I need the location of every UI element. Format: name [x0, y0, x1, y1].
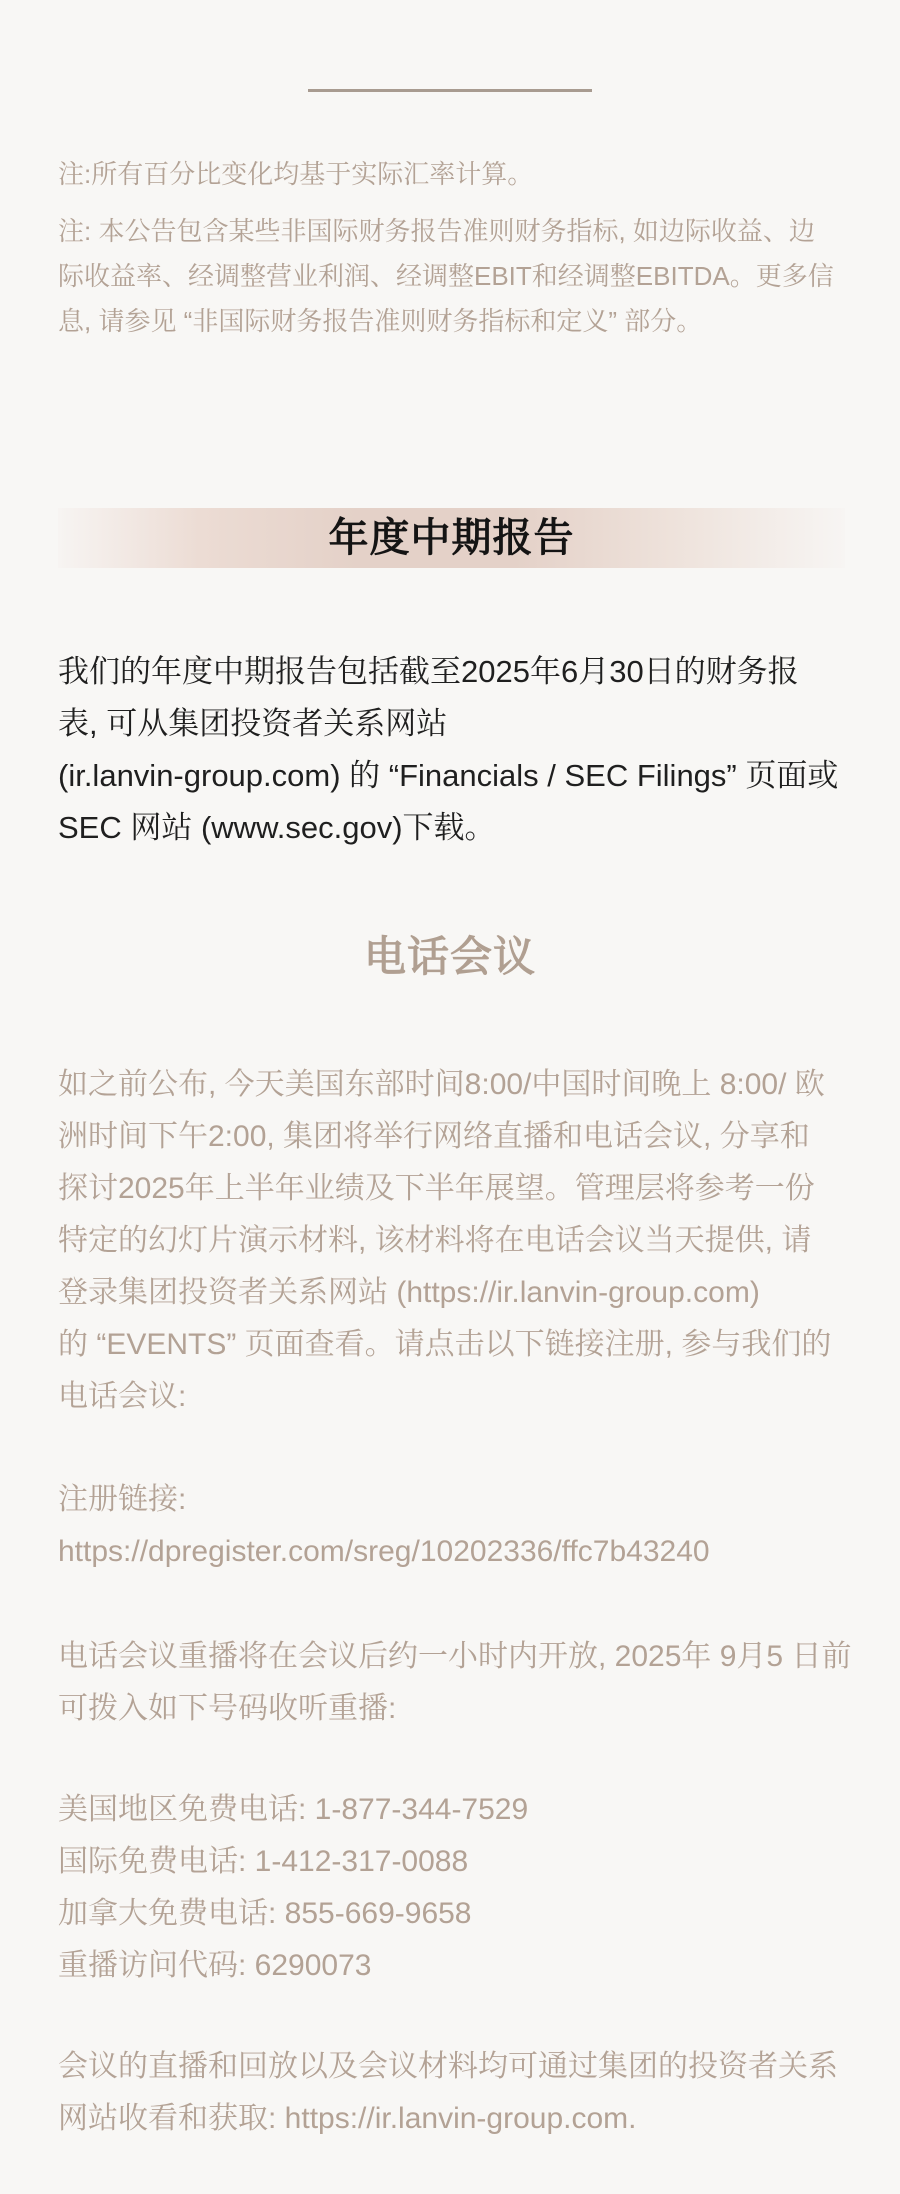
note-fx-basis — [58, 152, 870, 197]
phone-us-tollfree: 美国地区免费电话: 1-877-344-7529 — [58, 1793, 529, 1826]
closing-line: 网站收看和获取: https://ir.lanvin-group.com. — [58, 2102, 637, 2135]
conference-call-intro-line: 探讨2025年上半年业绩及下半年展望。管理层将参考一份 — [58, 1172, 815, 1205]
phone-list — [58, 1784, 870, 1992]
conference-call-intro-line: 洲时间下午2:00, 集团将举行网络直播和电话会议, 分享和 — [58, 1120, 810, 1153]
interim-report-band — [58, 508, 845, 568]
interim-report-line: 我们的年度中期报告包括截至2025年6月30日的财务报 — [58, 654, 799, 689]
note-non-ifrs-line: 息, 请参见 “非国际财务报告准则财务指标和定义” 部分。 — [58, 306, 703, 336]
note-non-ifrs — [58, 209, 870, 344]
registration-link[interactable]: https://dpregister.com/sreg/10202336/ffc7b43240 — [58, 1535, 710, 1568]
replay-info — [58, 1631, 870, 1735]
conference-call-intro-line: 的 “EVENTS” 页面查看。请点击以下链接注册, 参与我们的 — [58, 1328, 832, 1361]
replay-info-line: 电话会议重播将在会议后约一小时内开放, 2025年 9月5 日前 — [58, 1640, 852, 1673]
registration-block — [58, 1474, 870, 1578]
note-non-ifrs-line: 际收益率、经调整营业利润、经调整EBIT和经调整EBITDA。更多信 — [58, 261, 834, 291]
note-fx-basis-text: 注:所有百分比变化均基于实际汇率计算。 — [58, 159, 534, 189]
closing-line: 会议的直播和回放以及会议材料均可通过集团的投资者关系 — [58, 2050, 838, 2083]
interim-report-line: SEC 网站 (www.sec.gov)下载。 — [58, 810, 496, 845]
conference-call-intro-line: 电话会议: — [58, 1380, 187, 1413]
replay-info-line: 可拨入如下号码收听重播: — [58, 1692, 397, 1725]
conference-call-intro-line: 如之前公布, 今天美国东部时间8:00/中国时间晚上 8:00/ 欧 — [58, 1068, 825, 1101]
phone-international: 国际免费电话: 1-412-317-0088 — [58, 1845, 469, 1878]
top-divider — [308, 89, 592, 92]
interim-report-paragraph — [58, 646, 870, 854]
note-non-ifrs-line: 注: 本公告包含某些非国际财务报告准则财务指标, 如边际收益、边 — [58, 216, 815, 246]
conference-call-title: 电话会议 — [363, 935, 536, 981]
interim-report-line: 表, 可从集团投资者关系网站 — [58, 706, 448, 741]
conference-call-intro-line: 特定的幻灯片演示材料, 该材料将在电话会议当天提供, 请 — [58, 1224, 812, 1257]
registration-label: 注册链接: — [58, 1483, 187, 1516]
replay-access-code: 重播访问代码: 6290073 — [58, 1949, 372, 1982]
interim-report-line: (ir.lanvin-group.com) 的 “Financials / SEC Filings” 页面或 — [58, 758, 839, 793]
closing-paragraph — [58, 2041, 870, 2145]
interim-report-title: 年度中期报告 — [328, 515, 575, 560]
conference-call-intro-line: 登录集团投资者关系网站 (https://ir.lanvin-group.com) — [58, 1276, 760, 1309]
conference-call-intro — [58, 1059, 870, 1423]
phone-canada-tollfree: 加拿大免费电话: 855-669-9658 — [58, 1897, 472, 1930]
